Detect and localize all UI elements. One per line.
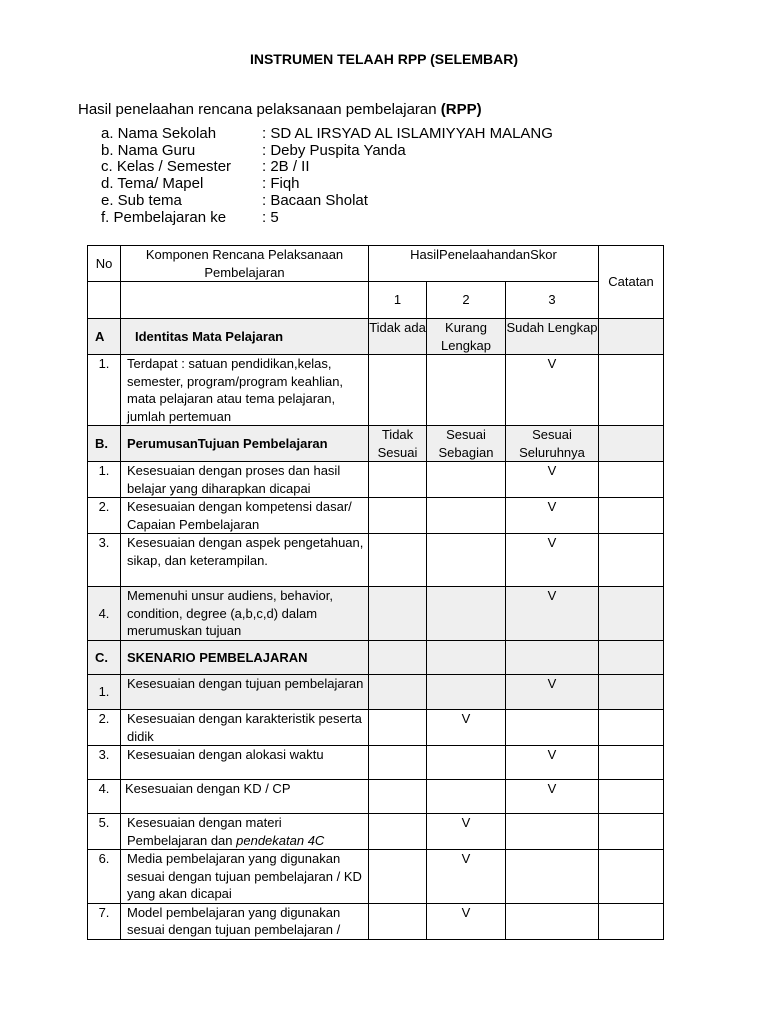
table-row (88, 587, 664, 641)
row-no: 2. (88, 498, 121, 534)
score-cell (369, 780, 427, 814)
section-title: Identitas Mata Pelajaran (121, 319, 369, 355)
row-no: 4. (88, 780, 121, 814)
scale-label: Tidak Sesuai (369, 426, 427, 462)
info-key: b. Nama Guru (101, 141, 196, 159)
row-text: Kesesuaian dengan proses dan hasil belajar yang diharapkan dicapai (121, 462, 369, 498)
empty-cell (506, 641, 599, 675)
notes-cell (599, 587, 664, 641)
info-value: : Deby Puspita Yanda (262, 141, 406, 159)
table-row (88, 746, 664, 780)
score-cell: V (427, 903, 506, 939)
info-block (101, 126, 553, 226)
score-cell (369, 587, 427, 641)
score-cell: V (427, 710, 506, 746)
score-cell (369, 746, 427, 780)
table-row (88, 534, 664, 587)
row-text: Kesesuaian dengan alokasi waktu (121, 746, 369, 780)
info-row (101, 210, 553, 227)
info-key: d. Tema/ Mapel (101, 175, 204, 193)
score-cell: V (506, 534, 599, 587)
row-text: Kesesuaian dengan aspek pengetahuan, sikap, dan keterampilan. (121, 534, 369, 587)
score-cell: V (506, 587, 599, 641)
score-2: 2 (427, 282, 506, 319)
info-key: a. Nama Sekolah (101, 125, 217, 142)
score-cell (427, 746, 506, 780)
table-row (88, 355, 664, 426)
section-id: A (88, 319, 121, 355)
score-header-row (88, 282, 664, 319)
row-text: Kesesuaian dengan kompetensi dasar/ Capaian Pembelajaran (121, 498, 369, 534)
score-cell (506, 850, 599, 904)
table-row (88, 498, 664, 534)
notes-cell (599, 498, 664, 534)
section-id: B. (88, 426, 121, 462)
score-cell (506, 903, 599, 939)
notes-cell (599, 641, 664, 675)
info-row (101, 193, 553, 210)
review-table (87, 245, 664, 940)
table-row (88, 814, 664, 850)
intro-text: Hasil penelaahan rencana pelaksanaan pembelajaran (78, 101, 441, 118)
info-value: : Fiqh (262, 175, 300, 193)
table-row (88, 710, 664, 746)
section-id: C. (88, 641, 121, 675)
empty-cell (369, 641, 427, 675)
score-cell (427, 498, 506, 534)
score-cell: V (506, 462, 599, 498)
row-text: Model pembelajaran yang digunakan sesuai dengan tujuan pembelajaran / (121, 903, 369, 939)
row-text: Media pembelajaran yang digunakan sesuai dengan tujuan pembelajaran / KD yang akan dicapai (121, 850, 369, 904)
row-text (121, 814, 369, 850)
row-text-main: Kesesuaian dengan materi Pembelajaran dan (127, 815, 282, 848)
scale-label: Kurang Lengkap (427, 319, 506, 355)
row-no: 7. (88, 903, 121, 939)
intro-bold: (RPP) (440, 101, 482, 118)
score-cell (369, 814, 427, 850)
scale-label: Tidak ada (369, 319, 427, 355)
score-cell (369, 850, 427, 904)
score-cell (369, 534, 427, 587)
row-no: 3. (88, 534, 121, 587)
empty-cell (427, 641, 506, 675)
score-cell: V (506, 746, 599, 780)
notes-cell (599, 319, 664, 355)
intro-line (78, 101, 482, 118)
info-row (101, 143, 553, 160)
notes-cell (599, 814, 664, 850)
score-cell: V (427, 850, 506, 904)
info-row (101, 176, 553, 193)
row-text: Terdapat : satuan pendidikan,kelas, semester, program/program keahlian, mata pelajaran atau tema pelajaran, jumlah pertemuan (121, 355, 369, 426)
row-no: 1. (88, 462, 121, 498)
table-row (88, 675, 664, 710)
score-cell (369, 498, 427, 534)
row-no: 6. (88, 850, 121, 904)
info-key: c. Kelas / Semester (101, 158, 232, 176)
score-cell (369, 710, 427, 746)
score-cell (427, 675, 506, 710)
score-cell: V (506, 498, 599, 534)
header-hasil: HasilPenelaahandanSkor (369, 246, 599, 282)
score-cell: V (506, 355, 599, 426)
section-row-c (88, 641, 664, 675)
score-cell (427, 355, 506, 426)
section-row-b (88, 426, 664, 462)
score-cell (369, 675, 427, 710)
score-cell: V (506, 780, 599, 814)
notes-cell (599, 426, 664, 462)
header-komponen: Komponen Rencana Pelaksanaan Pembelajaran (121, 246, 369, 282)
document-title: INSTRUMEN TELAAH RPP (SELEMBAR) (249, 51, 519, 67)
score-cell (427, 587, 506, 641)
info-value: : Bacaan Sholat (262, 191, 368, 209)
row-text: Memenuhi unsur audiens, behavior, condition, degree (a,b,c,d) dalam merumuskan tujuan (121, 587, 369, 641)
header-no: No (88, 246, 121, 282)
score-cell (427, 462, 506, 498)
table-row (88, 850, 664, 904)
scale-label: Sesuai Sebagian (427, 426, 506, 462)
section-title: PerumusanTujuan Pembelajaran (121, 426, 369, 462)
header-row (88, 246, 664, 282)
notes-cell (599, 675, 664, 710)
score-cell (427, 534, 506, 587)
row-text-italic: pendekatan 4C (236, 832, 325, 848)
table-row (88, 780, 664, 814)
notes-cell (599, 850, 664, 904)
score-1: 1 (369, 282, 427, 319)
info-key: f. Pembelajaran ke (101, 208, 227, 226)
info-value: : 5 (262, 208, 279, 226)
empty-cell (88, 282, 121, 319)
score-cell (369, 462, 427, 498)
empty-cell (121, 282, 369, 319)
score-cell (506, 814, 599, 850)
header-catatan: Catatan (599, 246, 664, 319)
row-no: 3. (88, 746, 121, 780)
score-cell (369, 903, 427, 939)
row-text: Kesesuaian dengan tujuan pembelajaran (121, 675, 369, 710)
notes-cell (599, 710, 664, 746)
table-row (88, 903, 664, 939)
notes-cell (599, 355, 664, 426)
table-row (88, 462, 664, 498)
scale-label: Sesuai Seluruhnya (506, 426, 599, 462)
notes-cell (599, 746, 664, 780)
row-no: 2. (88, 710, 121, 746)
info-row (101, 159, 553, 176)
score-cell: V (427, 814, 506, 850)
score-cell (369, 355, 427, 426)
section-title: SKENARIO PEMBELAJARAN (121, 641, 369, 675)
info-key: e. Sub tema (101, 191, 182, 209)
info-value: : SD AL IRSYAD AL ISLAMIYYAH MALANG (262, 125, 553, 142)
row-text: Kesesuaian dengan karakteristik peserta didik (121, 710, 369, 746)
section-row-a (88, 319, 664, 355)
score-3: 3 (506, 282, 599, 319)
row-no: 1. (88, 355, 121, 426)
notes-cell (599, 462, 664, 498)
info-value: : 2B / II (262, 158, 310, 176)
scale-label: Sudah Lengkap (506, 319, 599, 355)
row-no: 4. (88, 587, 121, 641)
notes-cell (599, 534, 664, 587)
notes-cell (599, 780, 664, 814)
score-cell: V (506, 675, 599, 710)
score-cell (427, 780, 506, 814)
row-no: 1. (88, 675, 121, 710)
row-text: Kesesuaian dengan KD / CP (121, 780, 369, 814)
notes-cell (599, 903, 664, 939)
row-no: 5. (88, 814, 121, 850)
score-cell (506, 710, 599, 746)
info-row (101, 126, 553, 143)
